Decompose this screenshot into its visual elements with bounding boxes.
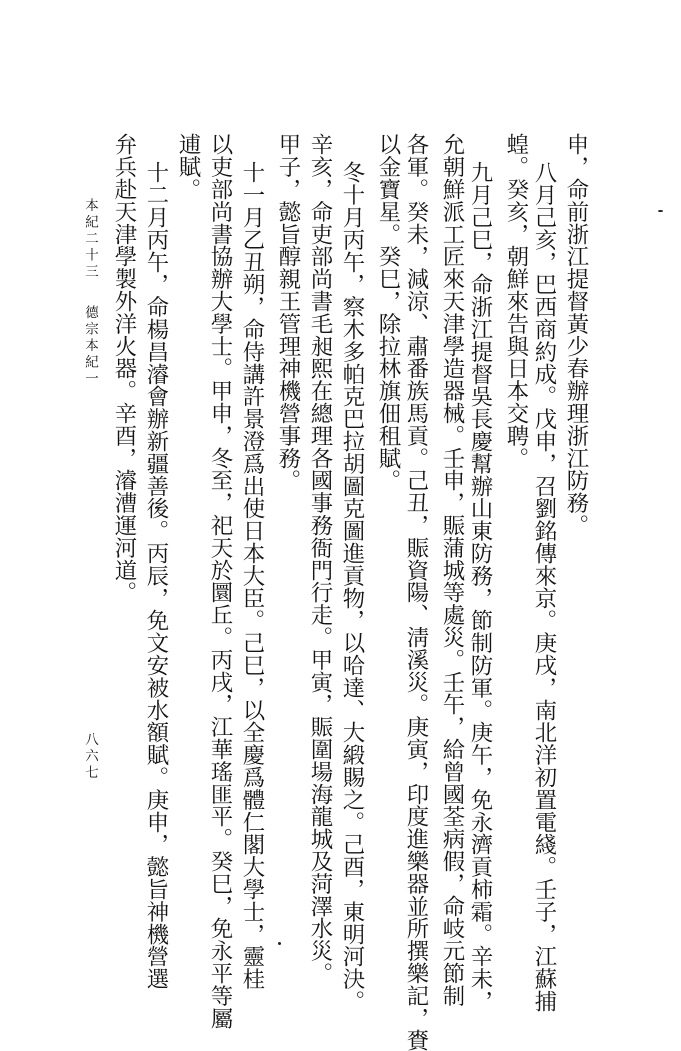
text-column: 申，命前浙江提督黃少春辦理浙江防務。: [563, 133, 589, 537]
text-column: 弁兵赴天津學製外洋火器。辛酉，濬漕運河道。: [111, 133, 137, 604]
text-column: 冬十月丙午，察木多帕克巴拉胡圖克圖進貢物，以哈達、大緞賜之。己酉，東明河決。: [339, 161, 365, 1013]
text-column: 八月己亥，巴西商約成。戊申，召劉銘傳來京。庚戌，南北洋初置電綫。壬子，江蘇捕: [531, 161, 557, 1013]
page-number: 八六七: [82, 732, 98, 782]
scan-speck: [278, 942, 281, 945]
text-column: 九月己巳，命浙江提督吳長慶幫辦山東防務，節制防軍。庚午，免永濟貢柿霜。辛未，: [467, 161, 493, 1013]
text-column: 十一月乙丑朔，命侍講許景澄爲出使日本大臣。己巳，以全慶爲體仁閣大學士，靈桂: [239, 161, 265, 990]
text-column: 允朝鮮派工匠來天津學造器械。壬申，賑蒲城等處災。壬午，給曾國荃病假，命岐元節制: [439, 133, 465, 1007]
text-column: 各軍。癸未，減涼、肅番族馬貢。己丑，賑資陽、淸溪災。庚寅，印度進樂器並所撰樂記，賚: [403, 133, 429, 1051]
scan-speck: [658, 210, 663, 212]
text-column: 甲子，懿旨醇親王管理神機營事務。: [275, 133, 301, 492]
text-column: 蝗。癸亥，朝鮮來告與日本交聘。: [503, 133, 529, 469]
chapter-label: 本紀二十三: [82, 198, 98, 281]
text-column: 逋賦。: [175, 133, 201, 201]
section-label: 德宗本紀一: [82, 305, 98, 388]
text-column: 辛亥，命吏部尚書毛昶熙在總理各國事務衙門行走。甲寅，賑圍場海龍城及菏澤水災。: [307, 133, 333, 985]
text-column: 以吏部尚書協辦大學士。甲申，冬至，祀天於圜丘。丙戌，江華瑤匪平。癸巳，免永平等屬: [207, 133, 233, 1029]
text-column: 十二月丙午，命楊昌濬會辦新疆善後。丙辰，免文安被水額賦。庚申，懿旨神機營選: [143, 161, 169, 990]
text-column: 以金寶星。癸巳，除拉林旗佃租賦。: [375, 133, 401, 492]
